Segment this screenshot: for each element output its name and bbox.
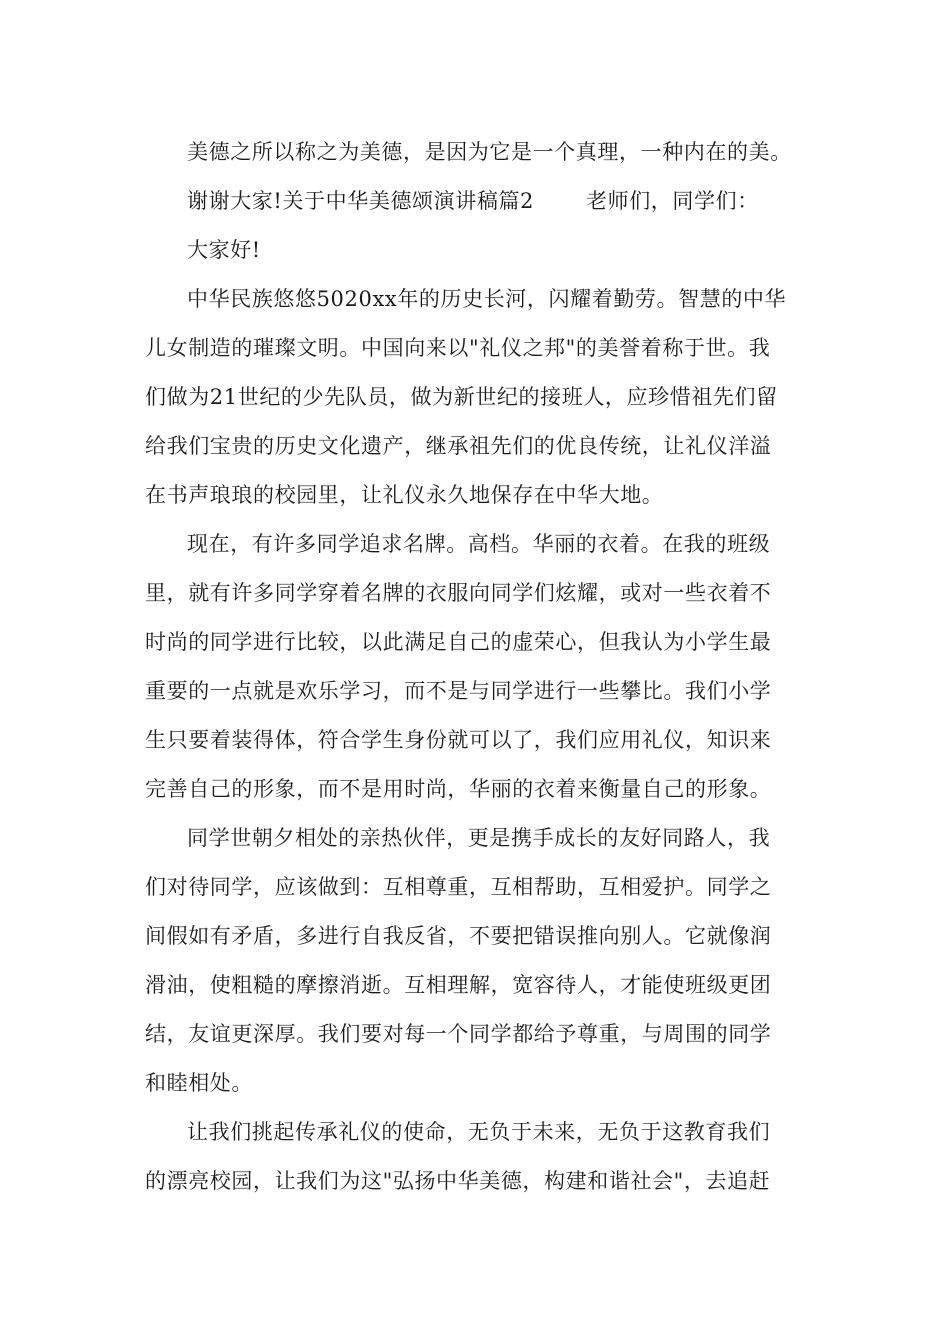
salutation: 老师们，同学们：: [586, 189, 759, 213]
paragraph-line: 结，友谊更深厚。我们要对每一个同学都给予尊重，与周围的同学: [145, 1022, 772, 1046]
paragraph-line: 间假如有矛盾，多进行自我反省，不要把错误推向别人。它就像润: [145, 924, 772, 948]
intro-line-1: 美德之所以称之为美德，是因为它是一个真理，一种内在的美。: [187, 140, 792, 164]
greeting: 大家好!: [187, 238, 261, 262]
paragraph-line: 里，就有许多同学穿着名牌的衣服向同学们炫耀，或对一些衣着不: [145, 581, 772, 605]
paragraph-line: 们做为21世纪的少先队员，做为新世纪的接班人，应珍惜祖先们留: [145, 385, 778, 409]
paragraph-line: 时尚的同学进行比较，以此满足自己的虚荣心，但我认为小学生最: [145, 630, 772, 654]
speech-title: 谢谢大家!关于中华美德颂演讲稿篇2: [187, 189, 534, 213]
paragraph-line: 和睦相处。: [145, 1071, 253, 1095]
intro-line-2: [145, 177, 810, 226]
document-body: [145, 128, 810, 1206]
paragraph-line: 重要的一点就是欢乐学习，而不是与同学进行一些攀比。我们小学: [145, 679, 772, 703]
paragraph-line: 的漂亮校园，让我们为这"弘扬中华美德，构建和谐社会"，去追赶: [145, 1169, 771, 1193]
paragraph-line: 生只要着装得体，符合学生身份就可以了，我们应用礼仪，知识来: [145, 728, 772, 752]
paragraph-line: 儿女制造的璀璨文明。中国向来以"礼仪之邦"的美誉着称于世。我: [145, 336, 771, 360]
paragraph-line: 滑油，使粗糙的摩擦消逝。互相理解，宽容待人，才能使班级更团: [145, 973, 772, 997]
paragraph-line: 同学世朝夕相处的亲热伙伴，更是携手成长的友好同路人，我: [187, 826, 771, 850]
paragraph-line: 们对待同学，应该做到：互相尊重，互相帮助，互相爱护。同学之: [145, 875, 772, 899]
paragraph-line: 完善自己的形象，而不是用时尚，华丽的衣着来衡量自己的形象。: [145, 777, 772, 801]
paragraph-3: [145, 814, 810, 1108]
paragraph-line: 在书声琅琅的校园里，让礼仪永久地保存在中华大地。: [145, 483, 664, 507]
paragraph-4: [145, 1108, 810, 1206]
paragraph-line: 中华民族悠悠5020xx年的历史长河，闪耀着勤劳。智慧的中华: [187, 287, 787, 311]
paragraph-line: 给我们宝贵的历史文化遗产，继承祖先们的优良传统，让礼仪洋溢: [145, 434, 772, 458]
paragraph-1: [145, 275, 810, 520]
paragraph-line: 让我们挑起传承礼仪的使命，无负于未来，无负于这教育我们: [187, 1120, 771, 1144]
paragraph-line: 现在，有许多同学追求名牌。高档。华丽的衣着。在我的班级: [187, 532, 771, 556]
paragraph-2: [145, 520, 810, 814]
